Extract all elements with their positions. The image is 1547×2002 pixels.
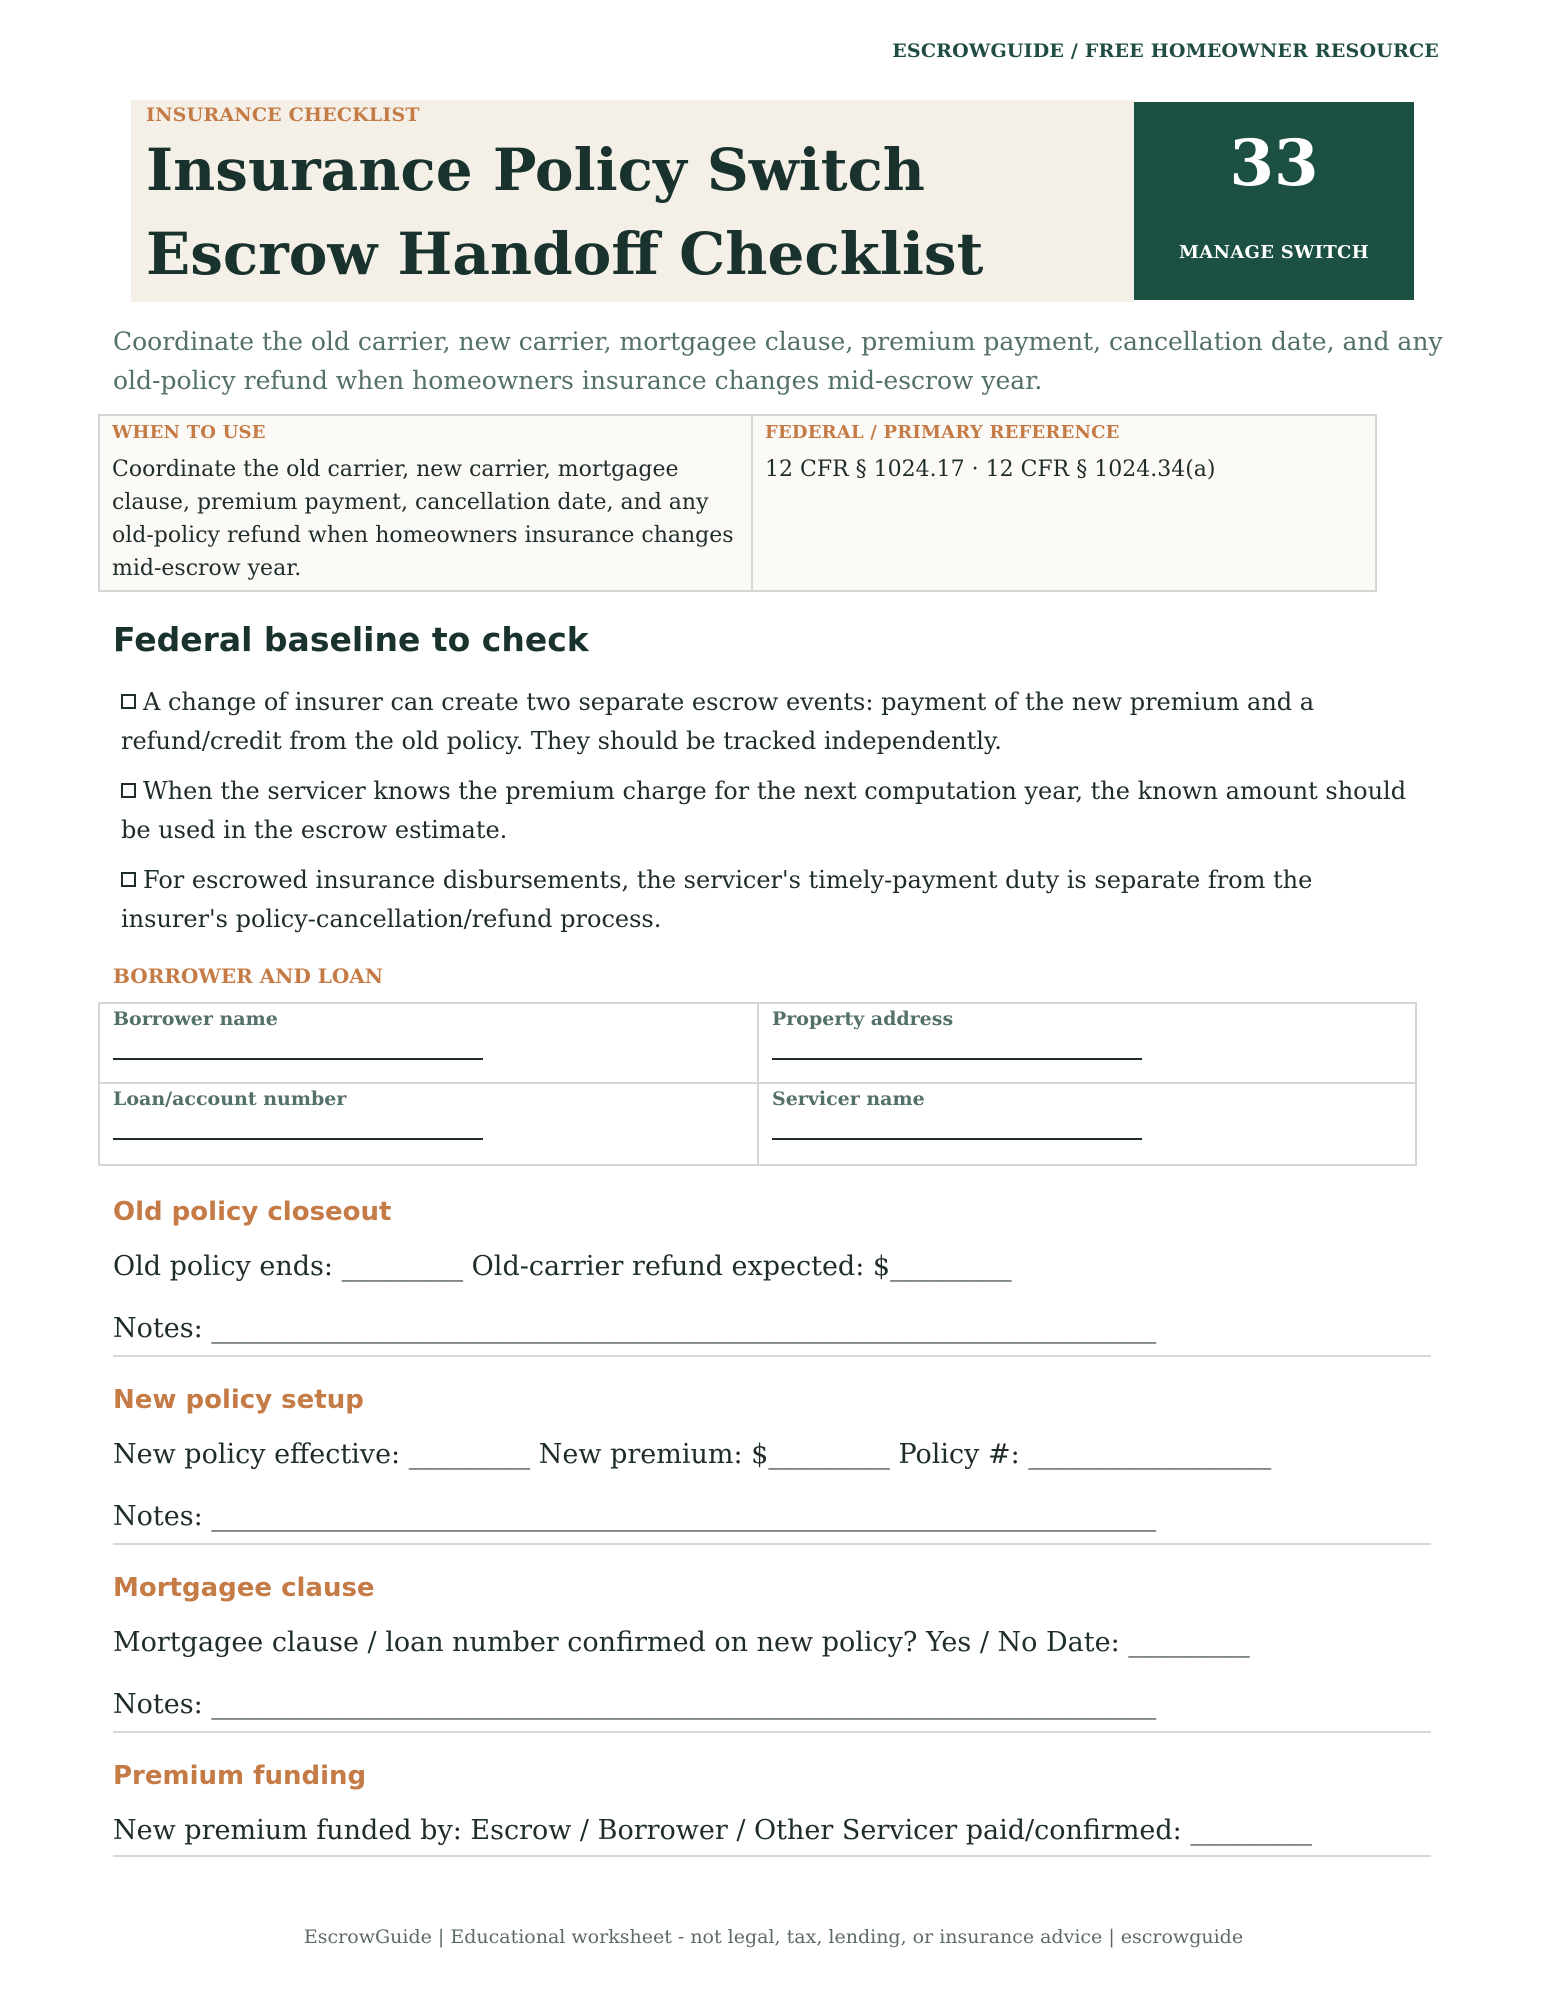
old-policy-heading: Old policy closeout [113,1197,392,1227]
new-policy-line[interactable]: New policy effective: _________ New premium: $_________ Policy #: __________________ [113,1439,1272,1470]
borrower-loan-table [98,1002,1417,1166]
checklist-item-text: When the servicer knows the premium charge for the next computation year, the known amount should be used in the escrow estimate. [121,777,1407,844]
brand-line: ESCROWGUIDE / FREE HOMEOWNER RESOURCE [892,40,1439,62]
fill-in-line[interactable] [772,1138,1142,1140]
field-label: Loan/account number [113,1088,347,1110]
reference-text: 12 CFR § 1024.17 · 12 CFR § 1024.34(a) [765,457,1216,482]
mortgagee-line[interactable]: Mortgagee clause / loan number confirmed on new policy? Yes / No Date: _________ [113,1627,1250,1658]
loan-number-field [100,1084,759,1164]
property-address-field [759,1004,1415,1084]
info-box [98,414,1377,592]
divider [113,1855,1431,1857]
borrower-name-field [100,1004,759,1084]
field-label: Servicer name [772,1088,925,1110]
servicer-name-field [759,1084,1415,1164]
footer: EscrowGuide | Educational worksheet - not legal, tax, lending, or insurance advice | escrowguide [303,1926,1244,1948]
reference-label: FEDERAL / PRIMARY REFERENCE [765,422,1120,443]
when-to-use-text: Coordinate the old carrier, new carrier, mortgagee clause, premium payment, cancellation date, and any old-policy refund when homeowners insurance changes mid-escrow year. [112,457,734,581]
intro-text: Coordinate the old carrier, new carrier, mortgagee clause, premium payment, cancellation date, and any old-policy refund when homeowners insurance changes mid-escrow year. [113,327,1443,395]
new-policy-notes[interactable]: Notes: ______________________________________________________________________ [113,1501,1157,1532]
premium-heading: Premium funding [113,1761,367,1791]
checkbox-icon[interactable] [121,783,136,798]
badge-number: 33 [1229,126,1319,201]
fill-in-line[interactable] [772,1058,1142,1060]
borrower-section-label: BORROWER AND LOAN [113,964,384,988]
checkbox-icon[interactable] [121,694,136,709]
mortgagee-notes[interactable]: Notes: ______________________________________________________________________ [113,1689,1157,1720]
premium-line[interactable]: New premium funded by: Escrow / Borrower / Other Servicer paid/confirmed: _________ [113,1815,1312,1846]
checklist-item [121,772,1421,850]
fill-in-line[interactable] [113,1138,483,1140]
old-policy-line[interactable]: Old policy ends: _________ Old-carrier refund expected: $_________ [113,1251,1012,1282]
mortgagee-heading: Mortgagee clause [113,1573,375,1603]
checklist-eyebrow: INSURANCE CHECKLIST [146,104,420,126]
when-to-use-label: WHEN TO USE [112,422,266,443]
old-policy-notes[interactable]: Notes: ______________________________________________________________________ [113,1313,1157,1344]
page-title: Insurance Policy Switch Escrow Handoff Checklist [146,136,984,288]
baseline-heading: Federal baseline to check [113,620,589,659]
when-to-use-column [100,416,753,590]
checklist-item [121,683,1421,761]
divider [113,1355,1431,1357]
checklist-badge [1134,102,1414,300]
field-label: Property address [772,1008,954,1030]
checklist-item [121,861,1421,939]
divider [113,1543,1431,1545]
divider [113,1731,1431,1733]
baseline-list [121,683,1421,950]
reference-column [753,416,1375,590]
fill-in-line[interactable] [113,1058,483,1060]
new-policy-heading: New policy setup [113,1385,364,1415]
checkbox-icon[interactable] [121,872,136,887]
badge-label: MANAGE SWITCH [1179,242,1369,263]
field-label: Borrower name [113,1008,278,1030]
checklist-item-text: For escrowed insurance disbursements, the servicer's timely-payment duty is separate from the insurer's policy-cancellation/refund process. [121,866,1313,933]
checklist-item-text: A change of insurer can create two separate escrow events: payment of the new premium and a refund/credit from the old policy. They should be tracked independently. [121,688,1315,755]
